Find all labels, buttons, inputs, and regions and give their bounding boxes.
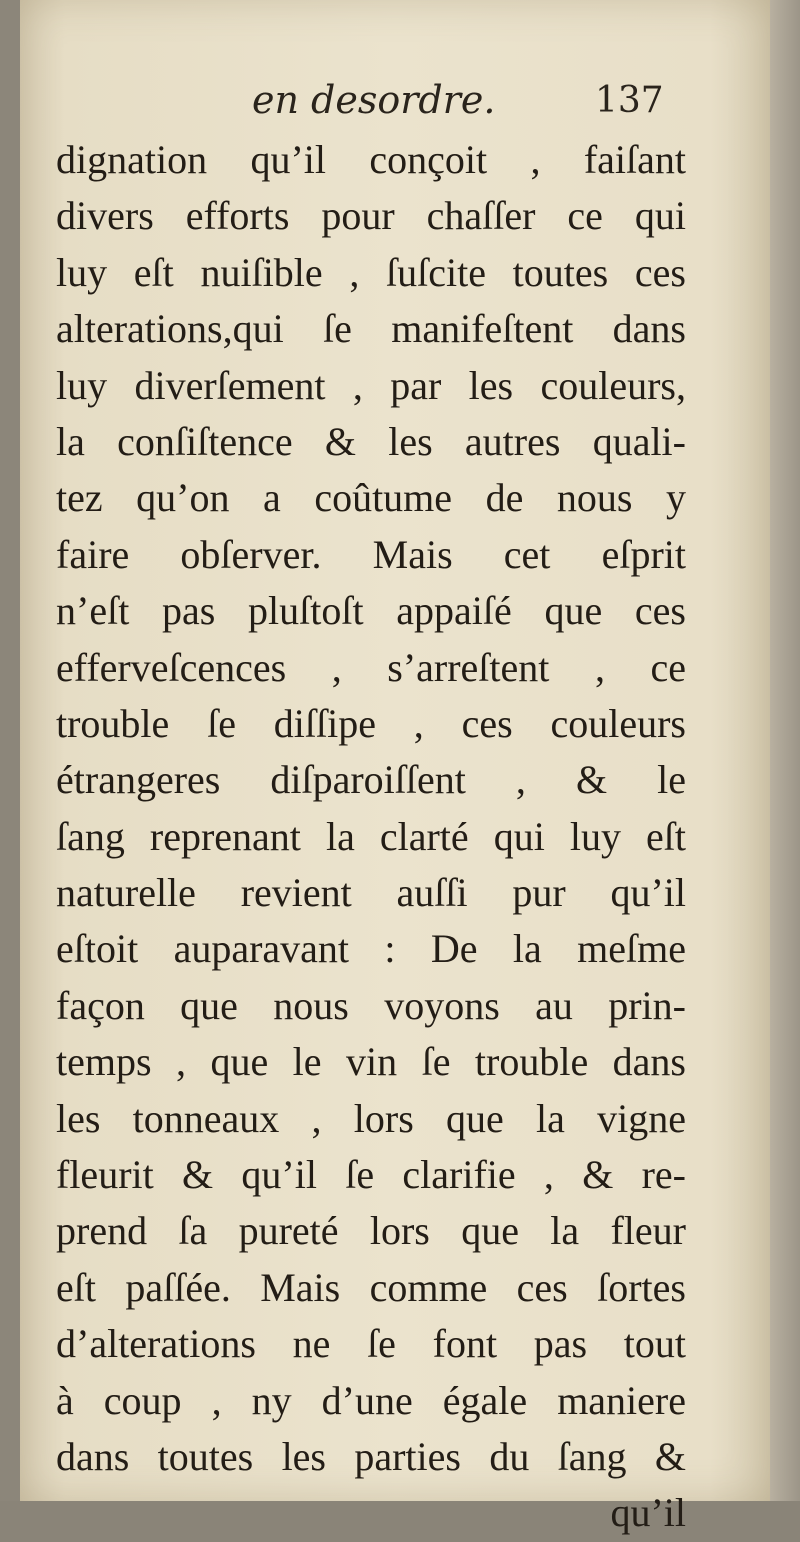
catchword: qu’il xyxy=(610,1490,686,1536)
text-line: luy diverſement , par les couleurs, xyxy=(56,362,686,408)
text-line: eſt paſſée. Mais comme ces ſortes xyxy=(56,1264,686,1310)
text-line: façon que nous voyons au prin- xyxy=(56,982,686,1028)
text-line: fleurit & qu’il ſe clarifie , & re- xyxy=(56,1152,686,1198)
text-line: les tonneaux , lors que la vigne xyxy=(56,1095,686,1141)
text-line: ſang reprenant la clarté qui luy eſt xyxy=(56,813,686,859)
text-line: luy eſt nuiſible , ſuſcite toutes ces xyxy=(56,249,686,295)
text-line: n’eſt pas pluſtoſt appaiſé que ces xyxy=(56,588,686,634)
text-line: divers efforts pour chaſſer ce qui xyxy=(56,193,686,239)
text-line: d’alterations ne ſe font pas tout xyxy=(56,1321,686,1367)
text-line: prend ſa pureté lors que la fleur xyxy=(56,1208,686,1254)
text-line: dignation qu’il conçoit , faiſant xyxy=(56,137,686,182)
book-page xyxy=(20,0,770,1536)
text-line: efferveſcences , s’arreſtent , ce xyxy=(56,644,686,690)
text-line: étrangeres diſparoiſſent , & le xyxy=(56,757,686,803)
text-line: la conſiſtence & les autres quali- xyxy=(56,418,686,464)
text-line: dans toutes les parties du ſang & xyxy=(56,1433,686,1479)
body-text xyxy=(56,132,686,1542)
text-line: faire obſerver. Mais cet eſprit xyxy=(56,531,686,577)
text-line: alterations,qui ſe manifeſtent dans xyxy=(56,306,686,352)
running-head xyxy=(20,78,770,130)
text-line: trouble ſe diſſipe , ces couleurs xyxy=(56,700,686,746)
text-line: eſtoit auparavant : De la meſme xyxy=(56,926,686,972)
text-line: à coup , ny d’une égale maniere xyxy=(56,1377,686,1423)
running-title: en desordre. xyxy=(252,78,496,122)
text-line: naturelle revient auſſi pur qu’il xyxy=(56,870,686,916)
page-number: 137 xyxy=(595,80,664,121)
text-line: temps , que le vin ſe trouble dans xyxy=(56,1039,686,1085)
text-line: tez qu’on a coûtume de nous y xyxy=(56,475,686,521)
